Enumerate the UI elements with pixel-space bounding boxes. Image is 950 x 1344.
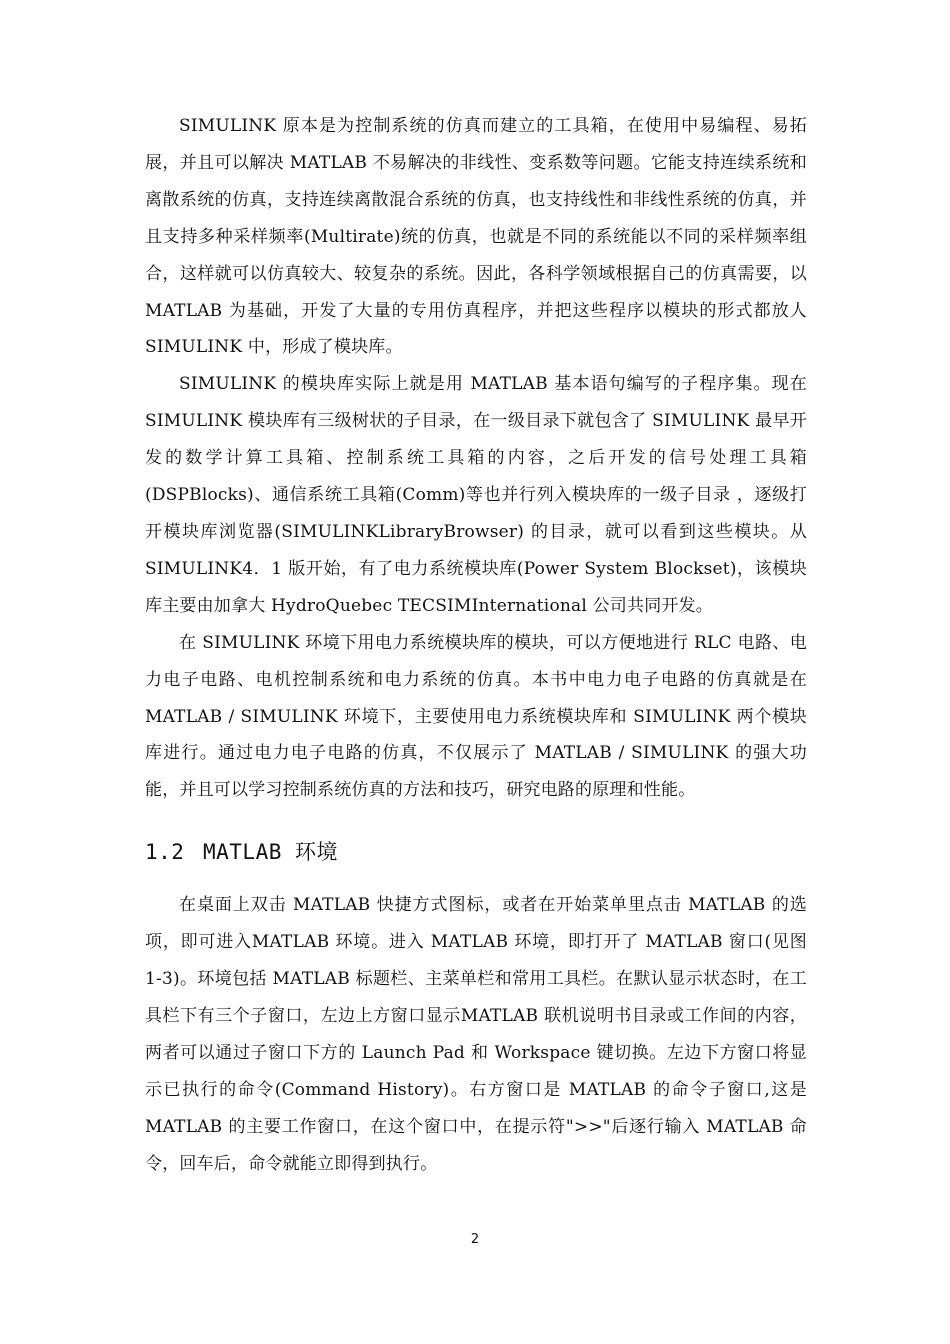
section-heading [145, 831, 807, 873]
paragraph-simulink-library: SIMULINK 的模块库实际上就是用 MATLAB 基本语句编写的子程序集。现在SIMULINK 模块库有三级树状的子目录，在一级目录下就包含了 SIMULINK 最早开发的数学计算工具箱、控制系统工具箱的内容，之后开发的信号处理工具箱(DSPBlocks)、通信系统工具箱(Comm)等也并行列入模块库的一级子目录 ，逐级打开模块库浏览器(SIMULINKLibraryBrowser) 的目录，就可以看到这些模块。从SIMULINK4．1 版开始，有了电力系统模块库(Power System Blockset)，该模块库主要由加拿大 HydroQuebec TECSIMInternational 公司共同开发。 [145, 374, 807, 616]
section-number: 1.2 [145, 840, 185, 865]
page-number: 2 [470, 1232, 480, 1247]
paragraph-power-system: 在 SIMULINK 环境下用电力系统模块库的模块，可以方便地进行 RLC 电路、电力电子电路、电机控制系统和电力系统的仿真。本书中电力电子电路的仿真就是在 MATLAB / SIMULINK 环境下，主要使用电力系统模块库和 SIMULINK 两个模块库进行。通过电力电子电路的仿真，不仅展示了 MATLAB / SIMULINK 的强大功能，并且可以学习控制系统仿真的方法和技巧，研究电路的原理和性能。 [145, 632, 807, 801]
paragraph-simulink-intro: SIMULINK 原本是为控制系统的仿真而建立的工具箱，在使用中易编程、易拓展，并且可以解决 MATLAB 不易解决的非线性、变系数等问题。它能支持连续系统和离散系统的仿真，支持连续离散混合系统的仿真，也支持线性和非线性系统的仿真，并且支持多种采样频率(Multirate)统的仿真，也就是不同的系统能以不同的采样频率组合，这样就可以仿真较大、较复杂的系统。因此，各科学领域根据自己的仿真需要，以 MATLAB 为基础，开发了大量的专用仿真程序，并把这些程序以模块的形式都放人 SIMULINK 中，形成了模块库。 [145, 116, 807, 358]
paragraph-matlab-environment: 在桌面上双击 MATLAB 快捷方式图标，或者在开始菜单里点击 MATLAB 的选项，即可进入MATLAB 环境。进入 MATLAB 环境，即打开了 MATLAB 窗口(见图 1-3)。环境包括 MATLAB 标题栏、主菜单栏和常用工具栏。在默认显示状态时，在工具栏下有三个子窗口，左边上方窗口显示MATLAB 联机说明书目录或工作间的内容，两者可以通过子窗口下方的 Launch Pad 和 Workspace 键切换。左边下方窗口将显示已执行的命令(Command History)。右方窗口是 MATLAB 的命令子窗口,这是 MATLAB 的主要工作窗口，在这个窗口中，在提示符">>"后逐行输入 MATLAB 命令，回车后，命令就能立即得到执行。 [145, 895, 807, 1174]
document-body [145, 108, 807, 1182]
section-title: MATLAB 环境 [203, 840, 339, 865]
